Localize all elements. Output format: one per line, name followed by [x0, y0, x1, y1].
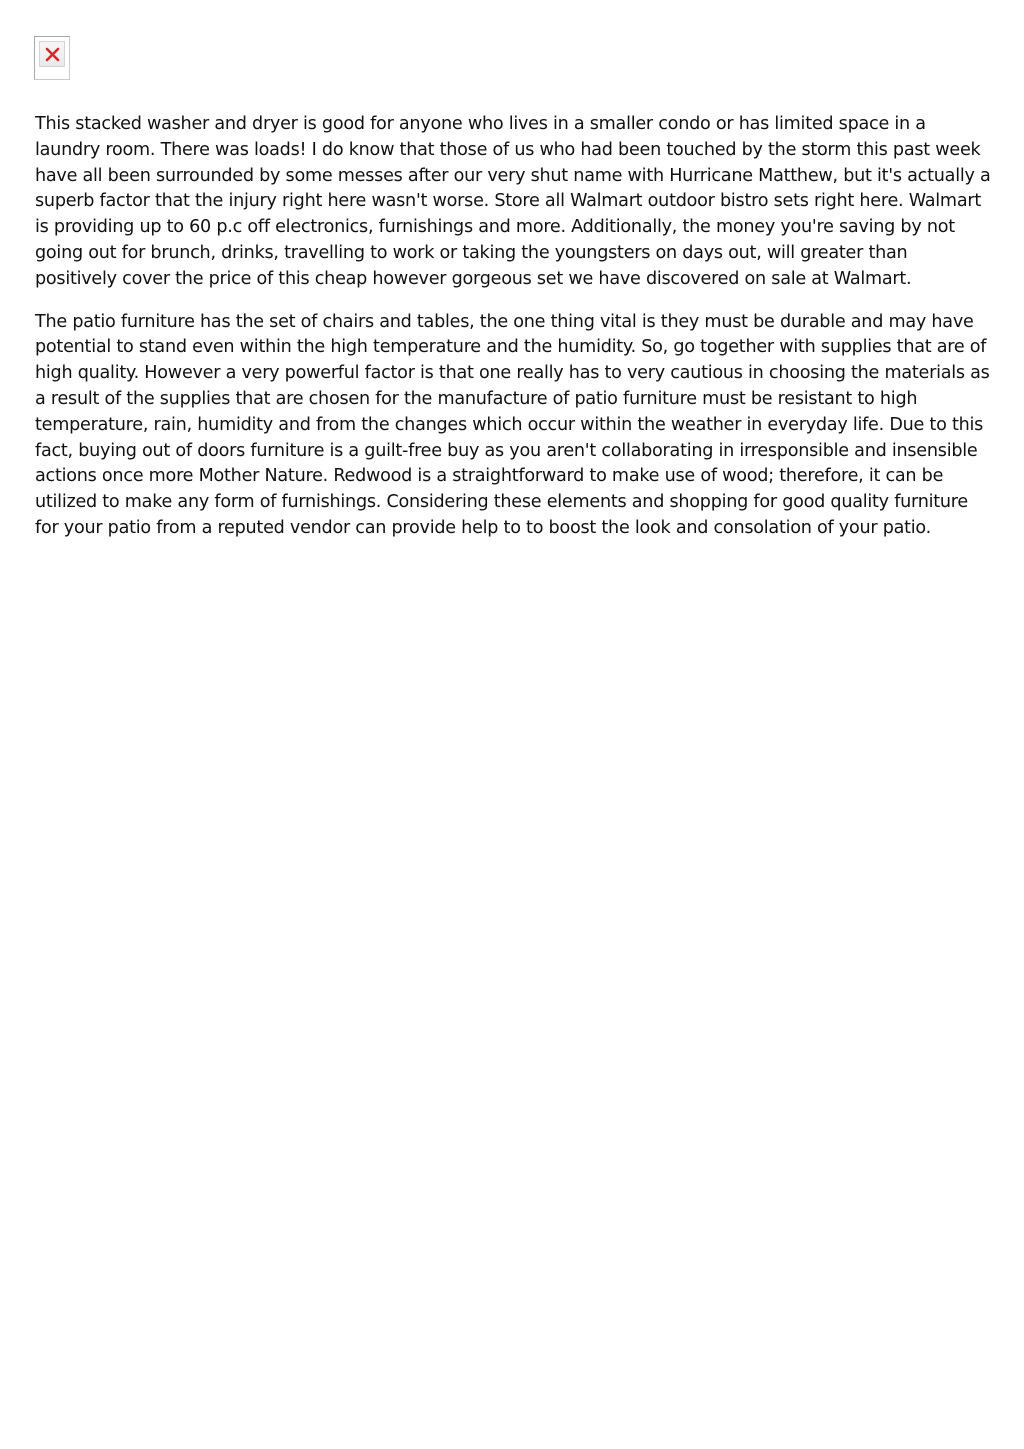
- article-body: [35, 112, 993, 559]
- broken-image-placeholder: [34, 36, 70, 80]
- broken-image-icon: [45, 47, 60, 62]
- broken-image-frame: [39, 41, 65, 67]
- paragraph-2: The patio furniture has the set of chairs and tables, the one thing vital is they must be durable and may have potential to stand even within the high temperature and the humidity. So, go together with supplies that are of high quality. However a very powerful factor is that one really has to very cautious in choosing the materials as a result of the supplies that are chosen for the manufacture of patio furniture must be resistant to high temperature, rain, humidity and from the changes which occur within the weather in everyday life. Due to this fact, buying out of doors furniture is a guilt-free buy as you aren't collaborating in irresponsible and insensible actions once more Mother Nature. Redwood is a straightforward to make use of wood; therefore, it can be utilized to make any form of furnishings. Considering these elements and shopping for good quality furniture for your patio from a reputed vendor can provide help to to boost the look and consolation of your patio.: [35, 311, 990, 538]
- paragraph-1: This stacked washer and dryer is good for anyone who lives in a smaller condo or has limited space in a laundry room. There was loads! I do know that those of us who had been touched by the storm this past week have all been surrounded by some messes after our very shut name with Hurricane Matthew, but it's actually a superb factor that the injury right here wasn't worse. Store all Walmart outdoor bistro sets right here. Walmart is providing up to 60 p.c off electronics, furnishings and more. Additionally, the money you're saving by not going out for brunch, drinks, travelling to work or taking the youngsters on days out, will greater than positively cover the price of this cheap however gorgeous set we have discovered on sale at Walmart.: [35, 114, 991, 289]
